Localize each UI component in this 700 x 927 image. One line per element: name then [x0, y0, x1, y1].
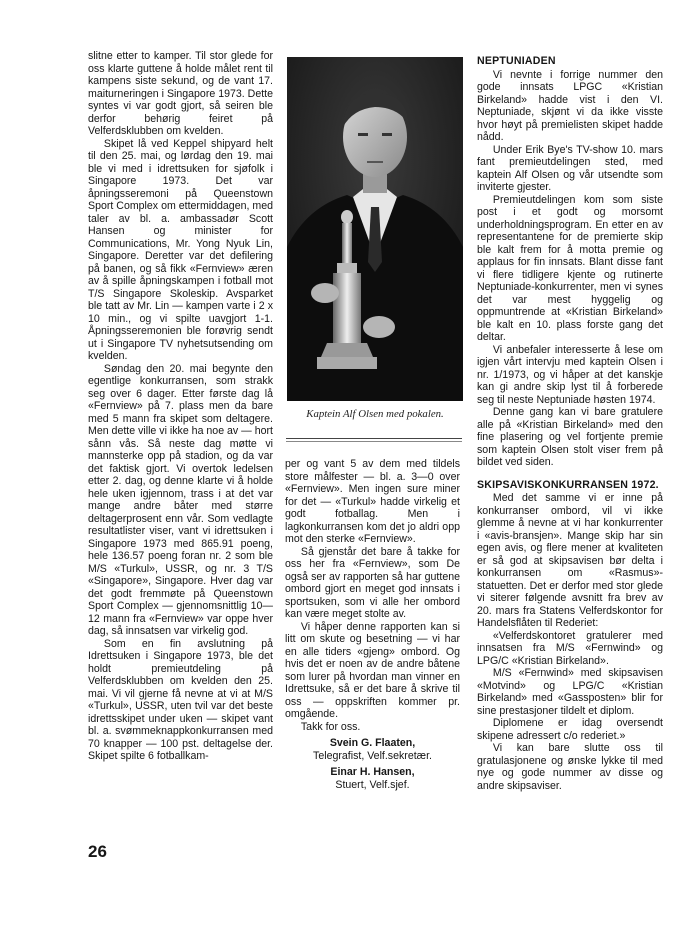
- paragraph: Vi nevnte i forrige nummer den gode innsats LPGC «Kristian Birkeland» hadde vist i den VI. Neptuniade, skjønt vi da ikke visste hvor høyt på premielisten skipet hadde nådd.: [477, 68, 663, 143]
- paragraph: Takk for oss.: [300, 720, 361, 733]
- right-column: [477, 55, 663, 792]
- paragraph: «Velferdskontoret gratulerer med innsatsen fra M/S «Fernwind» og LPG/C «Kristian Birkeland».: [477, 629, 663, 667]
- paragraph: Som en fin avslutning på Idrettsuken i Singapore 1973, ble det holdt premieutdeling på Velferdsklubben om kvelden den 25. mai. Vi vil gjerne få nevne at vi at M/S «Turkul», USSR, uten tvil var det beste idrettsskipet under uken — skipet vant bl. a. svømmeknappkonkurransen med 70 knapper — 100 pst. deltagelse der. Skipet spilte 6 fotballkam-: [88, 637, 273, 762]
- photo-caption: Kaptein Alf Olsen med pokalen.: [306, 408, 444, 420]
- paragraph: M/S «Fernwind» med skipsavisen «Motvind» og LPG/C «Kristian Birkeland» med «Gassposten» blir for sine prestasjoner tildelt et diplom.: [477, 667, 663, 717]
- signature-2: [285, 766, 460, 791]
- signature-name: Einar H. Hansen,: [330, 766, 415, 778]
- paragraph: Under Erik Bye's TV-show 10. mars fant premieutdelingen sted, med kaptein Alf Olsen og vår utsendte som inviterte gjester.: [477, 143, 663, 193]
- signature-title: Stuert, Velf.sjef.: [335, 778, 410, 791]
- signature-1: [285, 737, 460, 762]
- paragraph: Premieutdelingen kom som siste post i et godt og morsomt underholdningsprogram. En etter en av representantene for de premierte skip ble kalt frem for å motta premie og applaus for fin innsats. Blant disse fant vi flere tidligere kjente og rutinerte Neptuniade-konkurrenter, men vi synes det var mest hyggelig og oppmuntrende at «Kristian Birkeland» ble kalt en 10. plass forste gang det deltar.: [477, 193, 663, 343]
- section-heading: SKIPSAVISKONKURRANSEN 1972.: [477, 478, 659, 491]
- paragraph: Så gjenstår det bare å takke for oss her fra «Fernview», som De også ser av rapporten så har guttene ombord gjort en meget god innsats i sportsuken, som vi alle her ombord kan være meget stolte av.: [285, 545, 460, 620]
- photo-captain-with-trophy: [287, 57, 463, 401]
- paragraph: Denne gang kan vi bare gratulere alle på «Kristian Birkeland» med den fine plasering og vel fortjente premie som kaptein Olsen stolt viser frem på bildet ved siden.: [477, 406, 663, 468]
- paragraph: slitne etter to kamper. Til stor glede for oss klarte guttene å holde målet rent til kampens siste sekund, og de vant 17. maiturneringen i Singapore 1973. Dette syntes vi var godt gjort, så seiren ble derfor behørig feiret på Velferdsklubben om kvelden.: [88, 50, 273, 137]
- paragraph: Søndag den 20. mai begynte den egentlige konkurransen, som strakk seg over 6 dager. Etter første dag lå «Fernview» på 7. plass men da bare med 5 mann fra skipet som deltagere. Men dette ville vi ikke ha noe av — hort sånn vås. Så neste dag møtte vi mannsterke opp på stadion, og da var det faktisk gjort. Vi overtok ledelsen etter 2. dag, og denne klarte vi å holde hele uken igjennom, trass i at det var mange andre båter med større deltagerprosent enn vår. Som vedlagte resultatlister viser, vant vi idrettsuken i Singapore 1973 med 865.91 poeng, hele 136.57 poeng foran nr. 2 som ble M/S «Turkul», USSR, og nr. 3 T/S «Singapore», Singapore. Hver dag var det godt fremmøte på Queenstown Sport Complex — gjennomsnittlig 10—12 mann fra «Fernview» var oppe hver dag, så innsatsen var virkelig god.: [88, 362, 273, 637]
- left-column: [88, 50, 273, 763]
- paragraph: Skipet lå ved Keppel shipyard helt til den 25. mai, og lørdag den 19. mai ble vi med i idrettsuken for sjøfolk i Singapore 1973. Det var åpningsseremoni på Queenstown Sport Complex om ettermiddagen, med taler av bl. a. ambassadør Scott Hansen og minister for Communications, Mr. Yong Nyuk Lin, Singapore. Deretter var det defilering på banen, og så fikk «Fernview» æren av å spille åpningskampen i fotball mot T/S Singapore Skoleskip. Avsparket ble tatt av Mr. Lin — kampen varte i 2 x 10 min., og vi spilte uavgjort 1-1. Åpningsseremonien ble forøvrig sendt ut i Singapore TV nyhetsutsending om kvelden.: [88, 137, 273, 362]
- paragraph: per og vant 5 av dem med tildels store målfester — bl. a. 3—0 over «Fernview». Men ingen sure miner for det — «Turkul» hadde virkelig et godt fotballag. Men i lagkonkurransen kom det jo aldri opp mot den sterke «Fernview».: [285, 458, 460, 545]
- photo-image: [287, 57, 463, 401]
- signature-name: Svein G. Flaaten,: [329, 737, 416, 749]
- paragraph: Vi håper denne rapporten kan si litt om skute og besetning — vi har en alle tiders «gjeng» ombord. Og hvis det er noen av de andre båtene som lurer på hvordan man vinner en Idrettsuke, så er det bare å skrive til oss — oppskriften kommer pr. omgående.: [285, 620, 460, 720]
- divider: [286, 438, 462, 442]
- paragraph: Vi anbefaler interesserte å lese om igjen vårt intervju med kaptein Olsen i nr. 1/1973, og vi håper at det kanskje kan gi andre skip lyst til å forberede seg til neste Neptuniade høsten 1974.: [477, 343, 663, 406]
- middle-column: [285, 458, 460, 791]
- paragraph: Vi kan bare slutte oss til gratulasjonene og ønske lykke til med nye og gode nummer av disse og andre skipsaviser.: [477, 742, 663, 792]
- paragraph: Diplomene er idag oversendt skipene adressert c/o rederiet.»: [477, 717, 663, 742]
- paragraph: Med det samme vi er inne på konkurranser ombord, vil vi ikke glemme å nevne at vi har konkurrenter i «avis-bransjen». Mange skip har sin egen avis, og flere mener at kvaliteten er så god at skipsavisen bør delta i konkurransen om «Rasmus»-statuetten. Det er derfor med stor glede vi siterer følgende avsnitt fra brev av 20. mars fra Statens Velferdskontor for Handelsflåten til Rederiet:: [477, 492, 663, 629]
- signature-title: Telegrafist, Velf.sekretær.: [313, 749, 432, 762]
- page-number: 26: [88, 842, 107, 861]
- section-heading: NEPTUNIADEN: [477, 55, 556, 67]
